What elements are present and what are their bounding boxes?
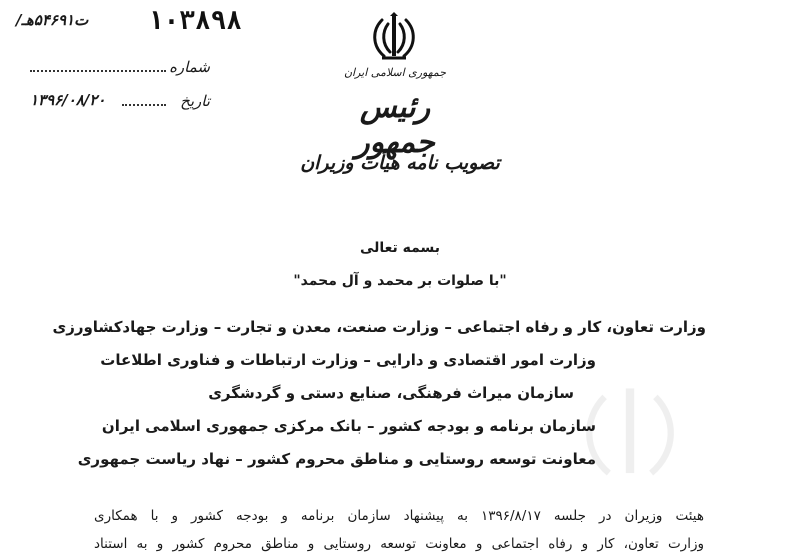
office-title: رئیس جمهور	[355, 90, 435, 160]
paragraph-line: هیئت وزیران در جلسه ۱۳۹۶/۸/۱۷ به پیشنهاد سازمان برنامه و بودجه کشور و با همکاری	[94, 508, 704, 524]
opening-invocation: بسمه تعالی	[359, 240, 441, 256]
recipient-line: معاونت توسعه روستایی و مناطق محروم کشور – نهاد ریاست جمهوری	[77, 450, 596, 468]
recipient-line: سازمان برنامه و بودجه کشور – بانک مرکزی جمهوری اسلامی ایران	[101, 417, 596, 435]
paragraph-line: وزارت تعاون، کار و رفاه اجتماعی و معاونت توسعه روستایی و مناطق محروم کشور و به استناد	[94, 536, 704, 552]
date-value: ۱۳۹۶/۰۸/۲۰	[30, 91, 106, 109]
watermark-emblem-icon	[560, 380, 700, 490]
salawat-line: "با صلوات بر محمد و آل محمد"	[293, 273, 507, 289]
serial-number: ١٠٣٨٩٨	[148, 6, 242, 36]
recipient-line: سازمان میراث فرهنگی، صنایع دستی و گردشگری	[208, 384, 574, 402]
date-row	[30, 92, 210, 112]
number-dotted-line	[30, 70, 166, 72]
number-row	[30, 58, 210, 78]
document-subtitle: تصویب نامه هیأت وزیران	[300, 152, 500, 174]
date-dotted-line	[122, 104, 166, 106]
reference-code: /ت۵۴۶۹۱هـ	[16, 11, 89, 29]
country-name: جمهوری اسلامی ایران	[343, 66, 447, 79]
recipient-line: وزارت امور اقتصادی و دارایی – وزارت ارتباطات و فناوری اطلاعات	[100, 351, 596, 369]
number-label: شماره	[169, 58, 210, 76]
recipient-line: وزارت تعاون، کار و رفاه اجتماعی – وزارت صنعت، معدن و تجارت – وزارت جهادکشاورزی	[52, 318, 706, 336]
reference-row	[16, 12, 206, 32]
date-label: تاریخ	[180, 92, 210, 110]
iran-emblem-icon	[368, 12, 420, 64]
